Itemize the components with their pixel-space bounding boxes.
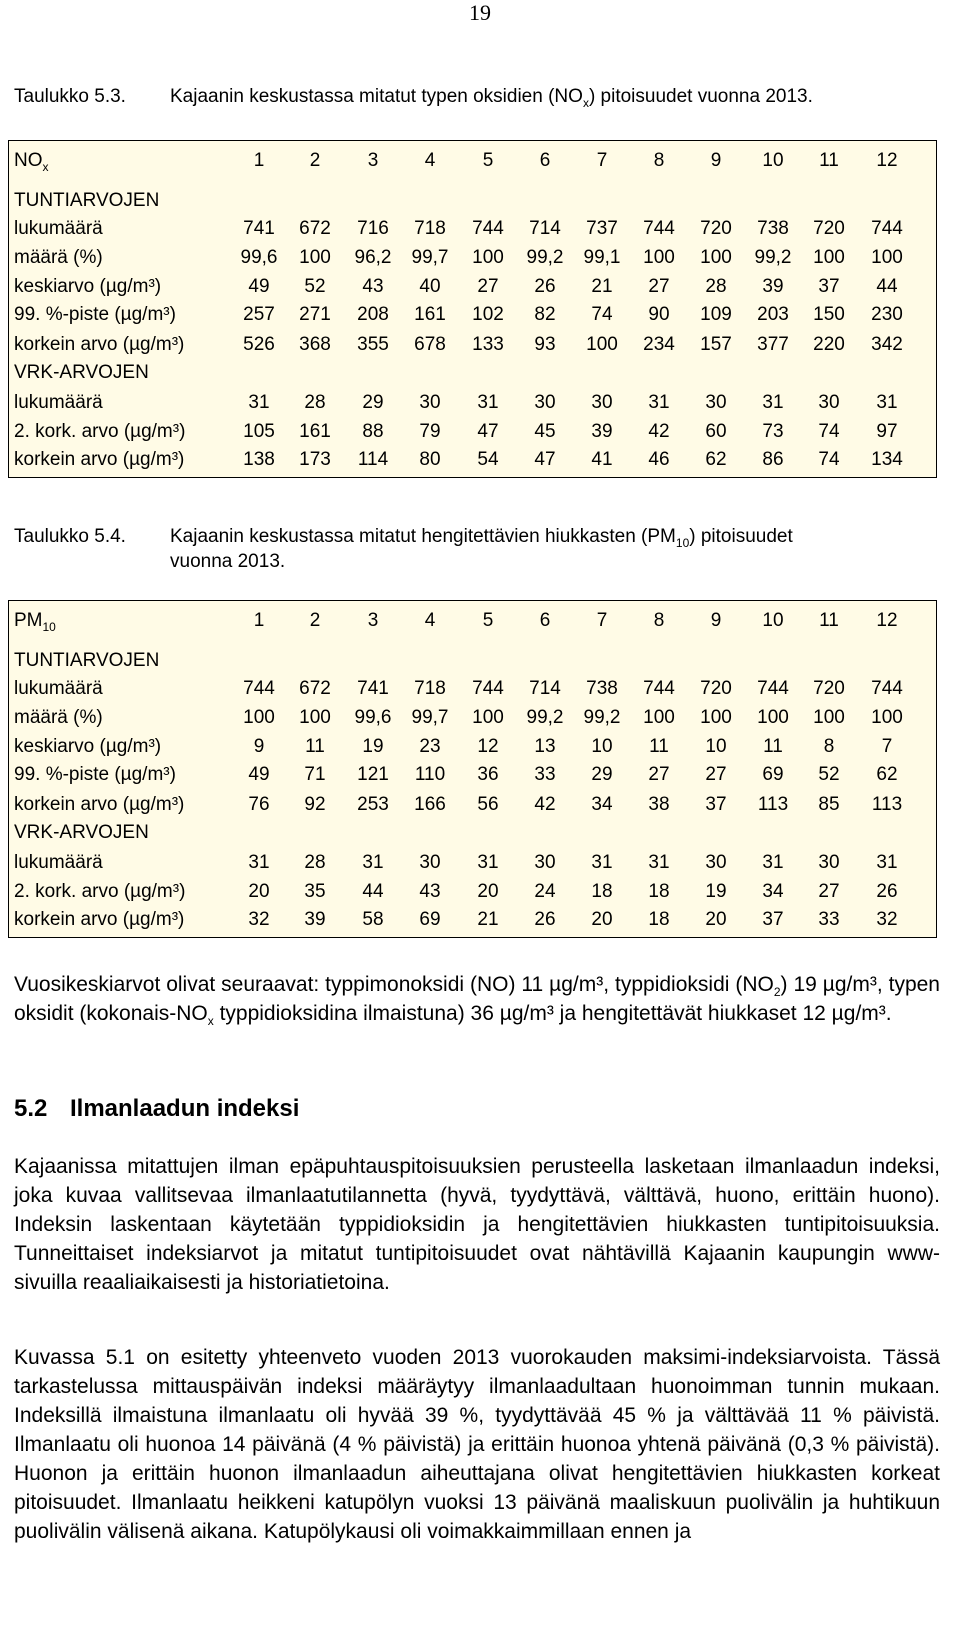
table-cell: 720 (700, 218, 732, 239)
table-row (9, 389, 936, 419)
table-cell: 39 (304, 909, 326, 930)
table-cell: 100 (871, 247, 903, 268)
table-cell: 37 (705, 794, 727, 815)
month-header-4: 4 (424, 150, 436, 171)
table-cell: 11 (649, 736, 669, 757)
row-label: 2. kork. arvo (µg/m³) (14, 421, 186, 442)
index-paragraph-2: Kuvassa 5.1 on esitetty yhteenveto vuoden 2013 vuorokauden maksimi-indeksiarvoista. Tässä tarkastelussa mittauspäivän indeksi määräytyy ilmanlaadultaan huonoimman tunnin mukaan. Indeksillä ilmaistuna ilmanlaatu oli hyvää 39 %, tyydyttävää 45 % ja välttävää 11 % päivistä. Ilmanlaatu oli huonoa 14 päivänä (4 % päivistä) ja erittäin huonoa yhtenä päivänä (0,3 % päivistä). Huonon ja erittäin huonon ilmanlaadun aiheuttajana olivat hengitettävien hiukkasten korkeat pitoisuudet. Ilmanlaatu heikkeni katupölyn vuoksi 13 päivänä maaliskuun puolivälin ja huhtikuun puolivälin välisenä aikana. Katupölykausi oli voimakkaimmillaan ennen ja (14, 1346, 940, 1543)
table-cell: 744 (871, 218, 903, 239)
month-header-1: 1 (253, 610, 265, 631)
table-cell: 133 (472, 334, 504, 355)
table-cell: 99,7 (411, 707, 449, 728)
table-cell: 253 (357, 794, 389, 815)
table-cell: 31 (362, 852, 384, 873)
row-label: korkein arvo (µg/m³) (14, 909, 185, 930)
table-cell: 234 (643, 334, 675, 355)
table-cell: 718 (414, 218, 446, 239)
table-cell: 31 (648, 392, 670, 413)
table-cell: 744 (472, 678, 504, 699)
table-cell: 47 (477, 421, 499, 442)
table-cell: 31 (876, 392, 898, 413)
table-cell: 100 (700, 247, 732, 268)
table-cell: 79 (419, 421, 441, 442)
table-cell: 80 (419, 449, 441, 470)
table1-label: Taulukko 5.3. (14, 86, 126, 107)
table-row (9, 446, 936, 476)
table-cell: 32 (248, 909, 270, 930)
row-label: lukumäärä (14, 218, 103, 239)
table-cell: 100 (700, 707, 732, 728)
table-cell: 54 (477, 449, 499, 470)
table-cell: 368 (299, 334, 331, 355)
table-cell: 43 (362, 276, 384, 297)
table-cell: 30 (534, 852, 556, 873)
table-cell: 96,2 (354, 247, 392, 268)
table-cell: 720 (700, 678, 732, 699)
month-header-12: 12 (876, 150, 898, 171)
table-cell: 18 (591, 881, 613, 902)
table-cell: 93 (534, 334, 556, 355)
table-cell: 257 (243, 304, 275, 325)
row-label: keskiarvo (µg/m³) (14, 736, 162, 757)
month-header-2: 2 (309, 150, 321, 171)
table-cell: 99,2 (526, 707, 564, 728)
table-cell: 30 (419, 392, 441, 413)
table-cell: 100 (813, 707, 845, 728)
table-cell: 100 (871, 707, 903, 728)
table-cell: 134 (871, 449, 903, 470)
table-cell: 35 (304, 881, 326, 902)
table-cell: 69 (419, 909, 441, 930)
table-cell: 74 (818, 421, 840, 442)
table-cell: 31 (591, 852, 613, 873)
month-header-3: 3 (367, 610, 379, 631)
table-cell: 18 (648, 881, 670, 902)
month-header-11: 11 (819, 150, 839, 171)
month-header-7: 7 (596, 150, 608, 171)
table-cell: 9 (253, 736, 265, 757)
month-header-6: 6 (539, 150, 551, 171)
table-cell: 113 (871, 794, 903, 815)
table-cell: 672 (299, 218, 331, 239)
table-header-row (9, 147, 936, 177)
table-cell: 20 (248, 881, 270, 902)
table-cell: 31 (248, 392, 270, 413)
table-cell: 56 (477, 794, 499, 815)
section-title-row (9, 647, 936, 677)
table-cell: 60 (705, 421, 727, 442)
table2-caption-text: Kajaanin keskustassa mitatut hengitettävien hiukkasten $(PM_{10})$ pitoisuudet vuonna 2013. (170, 526, 793, 572)
table-cell: 69 (762, 764, 784, 785)
table-cell: 105 (243, 421, 275, 442)
table-cell: 39 (591, 421, 613, 442)
table-cell: 43 (419, 881, 441, 902)
table-cell: 34 (762, 881, 784, 902)
table-cell: 31 (477, 852, 499, 873)
month-header-9: 9 (710, 610, 722, 631)
table-cell: 85 (818, 794, 840, 815)
table-cell: 230 (871, 304, 903, 325)
table-cell: 73 (762, 421, 784, 442)
table-cell: 100 (472, 247, 504, 268)
header-label-text: NO (14, 150, 43, 171)
month-header-1: 1 (253, 150, 265, 171)
table-cell: 99,7 (411, 247, 449, 268)
table-cell: 30 (818, 392, 840, 413)
row-label: korkein arvo (µg/m³) (14, 449, 185, 470)
table-row (9, 675, 936, 705)
table-cell: 62 (876, 764, 898, 785)
table-cell: 99,2 (754, 247, 792, 268)
table-cell: 26 (534, 909, 556, 930)
table-cell: 203 (757, 304, 789, 325)
section-title: VRK-ARVOJEN (14, 822, 149, 843)
table-cell: 121 (357, 764, 389, 785)
month-header-3: 3 (367, 150, 379, 171)
table-row (9, 761, 936, 791)
table-cell: 157 (700, 334, 732, 355)
row-label: lukumäärä (14, 852, 103, 873)
table-cell: 52 (818, 764, 840, 785)
table-cell: 86 (762, 449, 784, 470)
table-row (9, 733, 936, 763)
table-cell: 220 (813, 334, 845, 355)
table-row (9, 791, 936, 821)
table-row (9, 906, 936, 936)
table-cell: 41 (591, 449, 613, 470)
table-cell: 30 (705, 852, 727, 873)
table-cell: 99,2 (526, 247, 564, 268)
table-cell: 28 (304, 852, 326, 873)
row-label: keskiarvo (µg/m³) (14, 276, 162, 297)
table-cell: 18 (648, 909, 670, 930)
table-cell: 100 (299, 247, 331, 268)
table-cell: 47 (534, 449, 556, 470)
month-header-10: 10 (762, 610, 784, 631)
table-cell: 90 (648, 304, 670, 325)
table-cell: 74 (818, 449, 840, 470)
month-header-10: 10 (762, 150, 784, 171)
table-row (9, 418, 936, 448)
month-header-4: 4 (424, 610, 436, 631)
table-cell: 208 (357, 304, 389, 325)
section-title: VRK-ARVOJEN (14, 362, 149, 383)
table-cell: 44 (876, 276, 898, 297)
row-label: 99. %-piste (µg/m³) (14, 304, 176, 325)
table-header-label (14, 610, 56, 632)
table-cell: 27 (648, 764, 670, 785)
table-cell: 45 (534, 421, 556, 442)
table-cell: 31 (876, 852, 898, 873)
header-label-subscript: x (42, 159, 49, 174)
table-cell: 28 (705, 276, 727, 297)
table-cell: 110 (414, 764, 446, 785)
table-cell: 42 (534, 794, 556, 815)
table-cell: 97 (876, 421, 898, 442)
row-label: 99. %-piste (µg/m³) (14, 764, 176, 785)
table-cell: 744 (643, 218, 675, 239)
table-cell: 31 (762, 392, 784, 413)
table-row (9, 215, 936, 245)
table-cell: 271 (299, 304, 331, 325)
table-header-row (9, 607, 936, 637)
pm10-table (8, 600, 937, 938)
month-header-5: 5 (482, 150, 494, 171)
section-title-row (9, 359, 936, 389)
table-cell: 40 (419, 276, 441, 297)
table-cell: 744 (643, 678, 675, 699)
table-cell: 99,1 (583, 247, 621, 268)
section-heading (14, 1095, 299, 1123)
row-label: määrä (%) (14, 707, 103, 728)
table-cell: 52 (304, 276, 326, 297)
table-cell: 161 (299, 421, 331, 442)
table-cell: 34 (591, 794, 613, 815)
table-cell: 30 (419, 852, 441, 873)
table-row (9, 704, 936, 734)
table-cell: 100 (757, 707, 789, 728)
table-cell: 30 (818, 852, 840, 873)
table-cell: 36 (477, 764, 499, 785)
month-header-5: 5 (482, 610, 494, 631)
table-cell: 37 (762, 909, 784, 930)
table-cell: 102 (472, 304, 504, 325)
table2-label: Taulukko 5.4. (14, 526, 126, 547)
table-cell: 718 (414, 678, 446, 699)
month-header-7: 7 (596, 610, 608, 631)
section-title-row (9, 187, 936, 217)
table-cell: 21 (477, 909, 499, 930)
table-cell: 342 (871, 334, 903, 355)
table-cell: 49 (248, 276, 270, 297)
table-cell: 74 (591, 304, 613, 325)
table-cell: 31 (477, 392, 499, 413)
table-cell: 744 (757, 678, 789, 699)
table-row (9, 273, 936, 303)
table-cell: 19 (705, 881, 727, 902)
table-cell: 744 (243, 678, 275, 699)
table-cell: 19 (362, 736, 384, 757)
row-label: määrä (%) (14, 247, 103, 268)
row-label: korkein arvo (µg/m³) (14, 794, 185, 815)
table-cell: 741 (357, 678, 389, 699)
month-header-12: 12 (876, 610, 898, 631)
table-cell: 355 (357, 334, 389, 355)
table-cell: 10 (591, 736, 613, 757)
header-label-subscript: 10 (42, 619, 56, 634)
table-cell: 99,6 (354, 707, 392, 728)
nox-table (8, 140, 937, 478)
table-cell: 20 (591, 909, 613, 930)
table-cell: 92 (304, 794, 326, 815)
table-cell: 714 (529, 218, 561, 239)
table-cell: 33 (818, 909, 840, 930)
header-label-text: PM (14, 610, 43, 631)
table1-caption-text: Kajaanin keskustassa mitatut typen oksidien $(NO_x)$ pitoisuudet vuonna 2013. (170, 86, 813, 110)
table-cell: 58 (362, 909, 384, 930)
table-row (9, 331, 936, 361)
table-cell: 109 (700, 304, 732, 325)
table-cell: 29 (591, 764, 613, 785)
table-cell: 71 (304, 764, 326, 785)
page-number: 19 (469, 0, 491, 25)
table-cell: 21 (591, 276, 613, 297)
month-header-8: 8 (653, 150, 665, 171)
section-title: TUNTIARVOJEN (14, 190, 160, 211)
table-cell: 20 (477, 881, 499, 902)
table-cell: 720 (813, 218, 845, 239)
row-label: lukumäärä (14, 392, 103, 413)
index-paragraph-1: Kajaanissa mitattujen ilman epäpuhtauspitoisuuksien perusteella lasketaan ilmanlaadun indeksi, joka kuvaa vallitsevaa ilmanlaatutilannetta (hyvä, tyydyttävä, välttävä, huono, erittäin huono). Indeksin laskentaan käytetään typpidioksidin ja hengitettävien hiukkasten tuntipitoisuuksia. Tunneittaiset indeksiarvot ja mitatut tuntipitoisuudet ovat nähtävillä Kajaanin kaupungin www-sivuilla reaaliaikaisesti ja historiatietoina. (14, 1155, 940, 1294)
table-cell: 24 (534, 881, 556, 902)
table-cell: 99,2 (583, 707, 621, 728)
table-cell: 11 (305, 736, 325, 757)
row-label: 2. kork. arvo (µg/m³) (14, 881, 186, 902)
row-label: lukumäärä (14, 678, 103, 699)
table-cell: 32 (876, 909, 898, 930)
section-title-row (9, 819, 936, 849)
table-cell: 166 (414, 794, 446, 815)
table-cell: 20 (705, 909, 727, 930)
table-cell: 738 (757, 218, 789, 239)
table-cell: 100 (586, 334, 618, 355)
table-cell: 100 (813, 247, 845, 268)
table-cell: 100 (643, 247, 675, 268)
table-cell: 100 (643, 707, 675, 728)
table-cell: 10 (705, 736, 727, 757)
table-cell: 150 (813, 304, 845, 325)
table-cell: 82 (534, 304, 556, 325)
table-row (9, 878, 936, 908)
table-cell: 28 (304, 392, 326, 413)
table-cell: 49 (248, 764, 270, 785)
section-title: TUNTIARVOJEN (14, 650, 160, 671)
month-header-11: 11 (819, 610, 839, 631)
table-cell: 672 (299, 678, 331, 699)
table-cell: 29 (362, 392, 384, 413)
table-cell: 100 (299, 707, 331, 728)
table-cell: 113 (757, 794, 789, 815)
table-cell: 27 (818, 881, 840, 902)
table-cell: 88 (362, 421, 384, 442)
table-cell: 741 (243, 218, 275, 239)
row-label: korkein arvo (µg/m³) (14, 334, 185, 355)
table-cell: 33 (534, 764, 556, 785)
table-row (9, 244, 936, 274)
table-cell: 27 (648, 276, 670, 297)
table-cell: 8 (823, 736, 835, 757)
table-cell: 114 (357, 449, 389, 470)
table-cell: 37 (818, 276, 840, 297)
table-cell: 27 (477, 276, 499, 297)
table-cell: 161 (414, 304, 446, 325)
month-header-9: 9 (710, 150, 722, 171)
table-cell: 377 (757, 334, 789, 355)
table-cell: 30 (705, 392, 727, 413)
table-cell: 738 (586, 678, 618, 699)
table-cell: 31 (648, 852, 670, 873)
table-cell: 744 (871, 678, 903, 699)
table-cell: 11 (763, 736, 783, 757)
table-cell: 23 (419, 736, 441, 757)
table-cell: 526 (243, 334, 275, 355)
table-cell: 76 (248, 794, 270, 815)
table-cell: 46 (648, 449, 670, 470)
table-cell: 39 (762, 276, 784, 297)
table-cell: 173 (299, 449, 331, 470)
annual-averages-paragraph: Vuosikeskiarvot olivat seuraavat: typpimonoksidi (NO) 11 µg/m³, typpidioksidi $(NO_2)$ 19 µg/m³, typen oksidit ($kokonais-NO_x$ typpidioksidina ilmaistuna) 36 µg/m³ ja hengitettävät hiukkaset 12 µg/m³. (14, 973, 940, 1029)
table-cell: 100 (243, 707, 275, 728)
table-cell: 138 (243, 449, 275, 470)
table-cell: 42 (648, 421, 670, 442)
table-cell: 744 (472, 218, 504, 239)
table-cell: 100 (472, 707, 504, 728)
table-cell: 38 (648, 794, 670, 815)
table-cell: 31 (248, 852, 270, 873)
table-header-label (14, 150, 49, 172)
table-cell: 714 (529, 678, 561, 699)
table-cell: 30 (534, 392, 556, 413)
table-cell: 44 (362, 881, 384, 902)
table-row (9, 849, 936, 879)
table-cell: 720 (813, 678, 845, 699)
table-cell: 99,6 (240, 247, 278, 268)
month-header-8: 8 (653, 610, 665, 631)
table-cell: 26 (876, 881, 898, 902)
table-row (9, 301, 936, 331)
table-cell: 30 (591, 392, 613, 413)
table-cell: 62 (705, 449, 727, 470)
section-title: Ilmanlaadun indeksi (70, 1095, 300, 1122)
table-cell: 31 (762, 852, 784, 873)
month-header-6: 6 (539, 610, 551, 631)
table-cell: 26 (534, 276, 556, 297)
table-cell: 716 (357, 218, 389, 239)
table-cell: 678 (414, 334, 446, 355)
table-cell: 12 (477, 736, 499, 757)
table-cell: 737 (586, 218, 618, 239)
table-cell: 7 (881, 736, 893, 757)
table-cell: 27 (705, 764, 727, 785)
month-header-2: 2 (309, 610, 321, 631)
table-cell: 13 (534, 736, 556, 757)
section-number: 5.2 (14, 1095, 48, 1122)
